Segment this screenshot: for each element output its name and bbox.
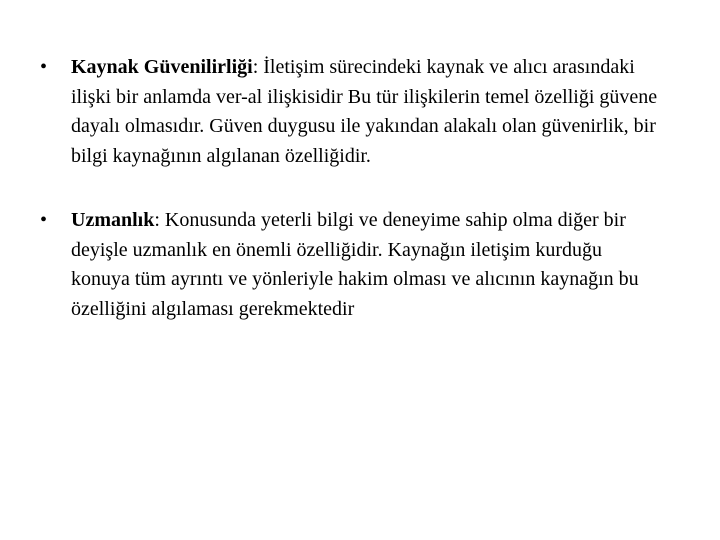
bullet-item-uzmanlik [40, 206, 660, 324]
bullet-item-kaynak-guvenilirligi [40, 53, 660, 171]
bullet-term: Uzmanlık [71, 209, 155, 231]
bullet-separator: : [252, 56, 259, 78]
bullet-text: Konusunda yeterli bilgi ve deneyime sahip olma diğer bir deyişle uzmanlık en önemli özelliğidir. Kaynağın iletişim kurduğu konuya tüm ayrıntı ve yönleriyle hakim olması ve alıcının kaynağın bu özelliğini algılaması gerekmektedir [71, 209, 639, 320]
bullet-term: Kaynak Güvenilirliği [71, 56, 253, 78]
bullet-text: İletişim sürecindeki kaynak ve alıcı arasındaki ilişki bir anlamda ver-al ilişkisidir Bu tür ilişkilerin temel özelliği güvene dayalı olmasıdır. Güven duygusu ile yakından alakalı olan güvenirlik, bir bilgi kaynağının algılanan özelliğidir. [71, 56, 658, 167]
bullet-icon: • [40, 56, 48, 78]
bullet-separator: : [154, 209, 160, 231]
bullet-icon: • [40, 209, 48, 231]
bullet-list [40, 53, 660, 359]
